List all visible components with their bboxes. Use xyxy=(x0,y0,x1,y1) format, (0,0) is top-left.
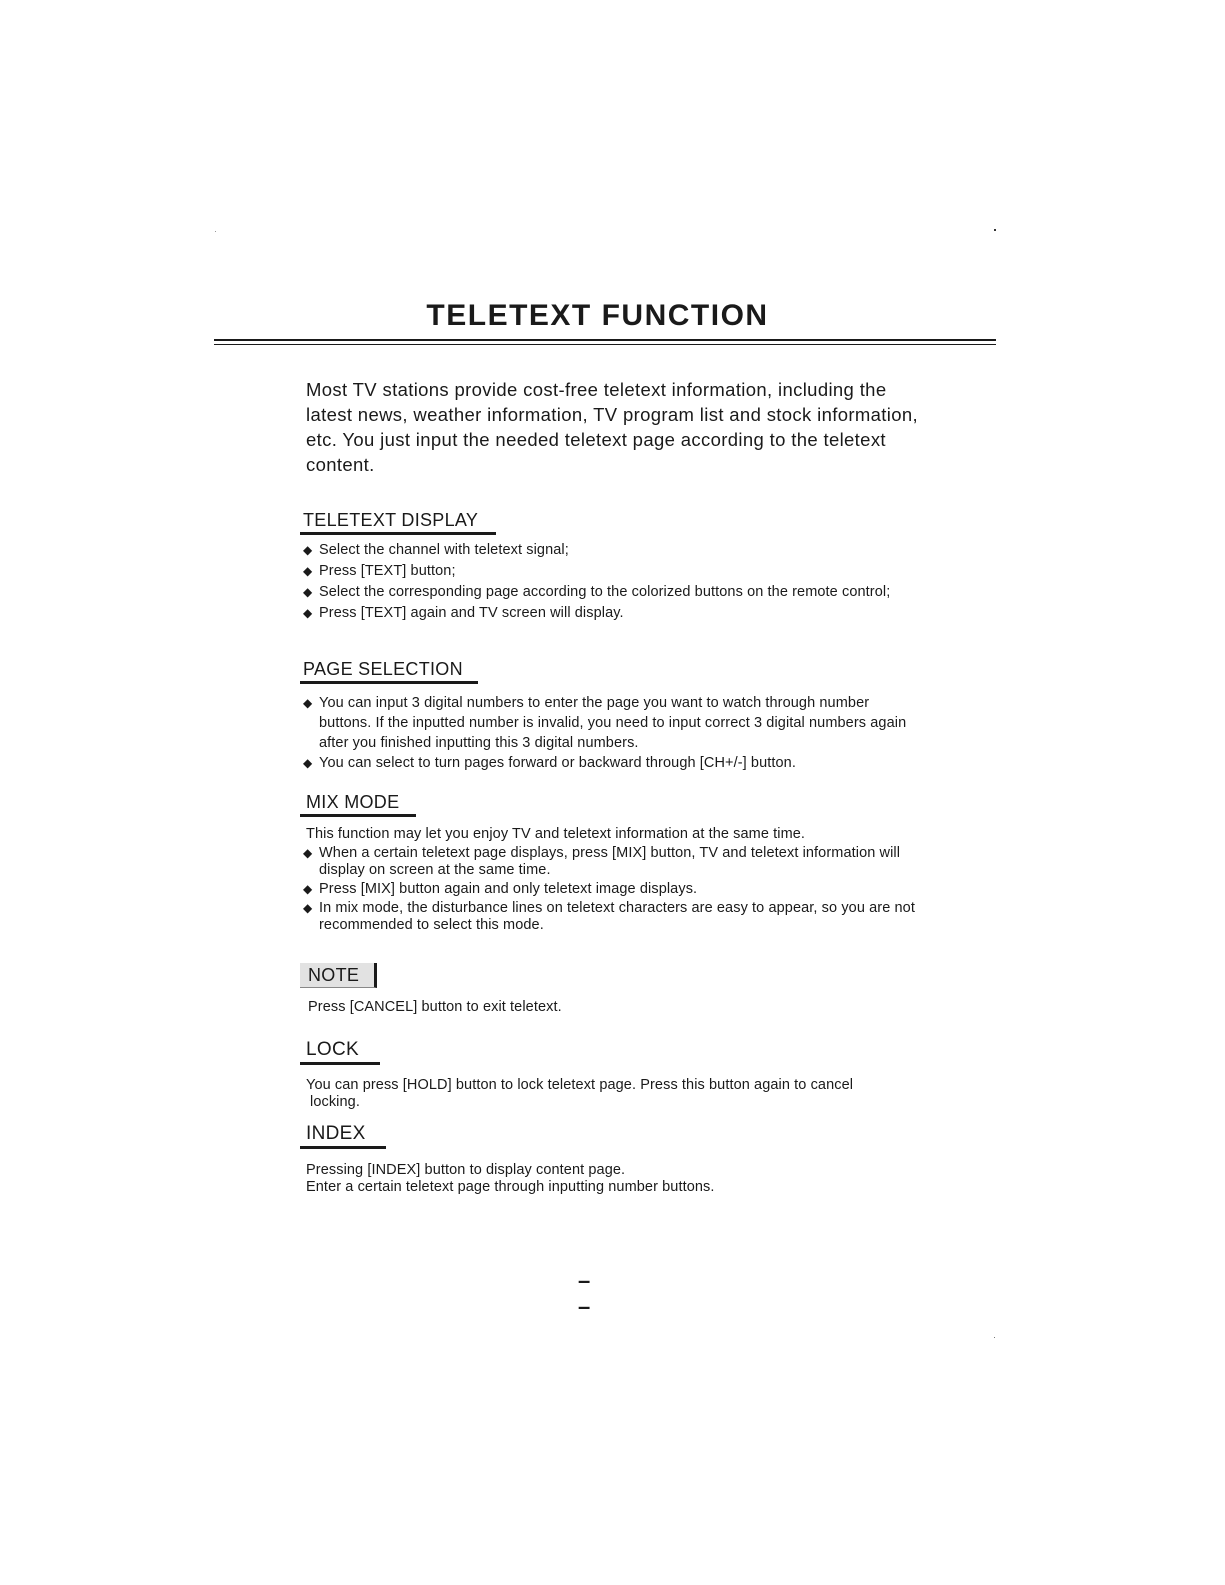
intro-line: content. xyxy=(306,454,375,475)
list-item: ◆ Press [TEXT] button; xyxy=(303,561,983,582)
lock-text xyxy=(306,1077,926,1111)
corner-mark xyxy=(994,1337,995,1338)
intro-line: etc. You just input the needed teletext page according to the teletext xyxy=(306,429,886,450)
intro-paragraph xyxy=(306,377,966,477)
mix-mode-intro: This function may let you enjoy TV and teletext information at the same time. xyxy=(306,826,806,842)
section-heading-index: INDEX xyxy=(300,1123,386,1149)
intro-line: latest news, weather information, TV program list and stock information, xyxy=(306,404,918,425)
text-line: Pressing [INDEX] button to display content page. xyxy=(306,1162,626,1178)
mix-mode-list xyxy=(303,845,983,936)
diamond-bullet-icon: ◆ xyxy=(303,846,313,860)
text-line: You can press [HOLD] button to lock teletext page. Press this button again to cancel xyxy=(306,1077,854,1093)
list-item: ◆ Press [MIX] button again and only teletext image displays. xyxy=(303,881,698,897)
index-text xyxy=(306,1162,926,1196)
diamond-bullet-icon: ◆ xyxy=(303,756,313,770)
corner-mark xyxy=(994,229,996,231)
text-line: locking. xyxy=(310,1094,360,1110)
section-heading-mix-mode: MIX MODE xyxy=(300,791,416,817)
diamond-bullet-icon: ◆ xyxy=(303,585,313,599)
teletext-display-list xyxy=(303,540,983,624)
note-text: Press [CANCEL] button to exit teletext. xyxy=(308,999,562,1015)
list-item: ◆ Select the corresponding page according to the colorized buttons on the remote control; xyxy=(303,582,983,603)
page-number: – – xyxy=(578,1268,613,1319)
list-item: ◆ You can select to turn pages forward or backward through [CH+/-] button. xyxy=(303,755,796,771)
list-item: ◆ Select the channel with teletext signal; xyxy=(303,540,983,561)
section-heading-teletext-display: TELETEXT DISPLAY xyxy=(300,509,496,535)
list-item: ◆ You can input 3 digital numbers to enter the page you want to watch through number buttons. If the inputted number is invalid, you need to input correct 3 digital numbers again after you finished inputting this 3 digital numbers. xyxy=(303,695,907,751)
diamond-bullet-icon: ◆ xyxy=(303,564,313,578)
list-item: ◆ Press [TEXT] again and TV screen will display. xyxy=(303,603,983,624)
diamond-bullet-icon: ◆ xyxy=(303,696,313,710)
title-rule xyxy=(214,344,996,345)
page-selection-list xyxy=(303,693,983,773)
text-line: Enter a certain teletext page through inputting number buttons. xyxy=(306,1179,715,1195)
intro-line: Most TV stations provide cost-free teletext information, including the xyxy=(306,379,887,400)
note-label: NOTE xyxy=(300,963,377,988)
list-item: ◆ When a certain teletext page displays, press [MIX] button, TV and teletext information will display on screen at the same time. xyxy=(303,845,901,878)
section-heading-lock: LOCK xyxy=(300,1039,380,1065)
page-title: TELETEXT FUNCTION xyxy=(426,299,769,332)
diamond-bullet-icon: ◆ xyxy=(303,606,313,620)
title-rule xyxy=(214,339,996,341)
diamond-bullet-icon: ◆ xyxy=(303,543,313,557)
diamond-bullet-icon: ◆ xyxy=(303,901,313,915)
corner-mark xyxy=(215,231,216,232)
list-item: ◆ In mix mode, the disturbance lines on teletext characters are easy to appear, so you are not recommended to select this mode. xyxy=(303,900,915,933)
section-heading-page-selection: PAGE SELECTION xyxy=(300,658,478,684)
diamond-bullet-icon: ◆ xyxy=(303,882,313,896)
